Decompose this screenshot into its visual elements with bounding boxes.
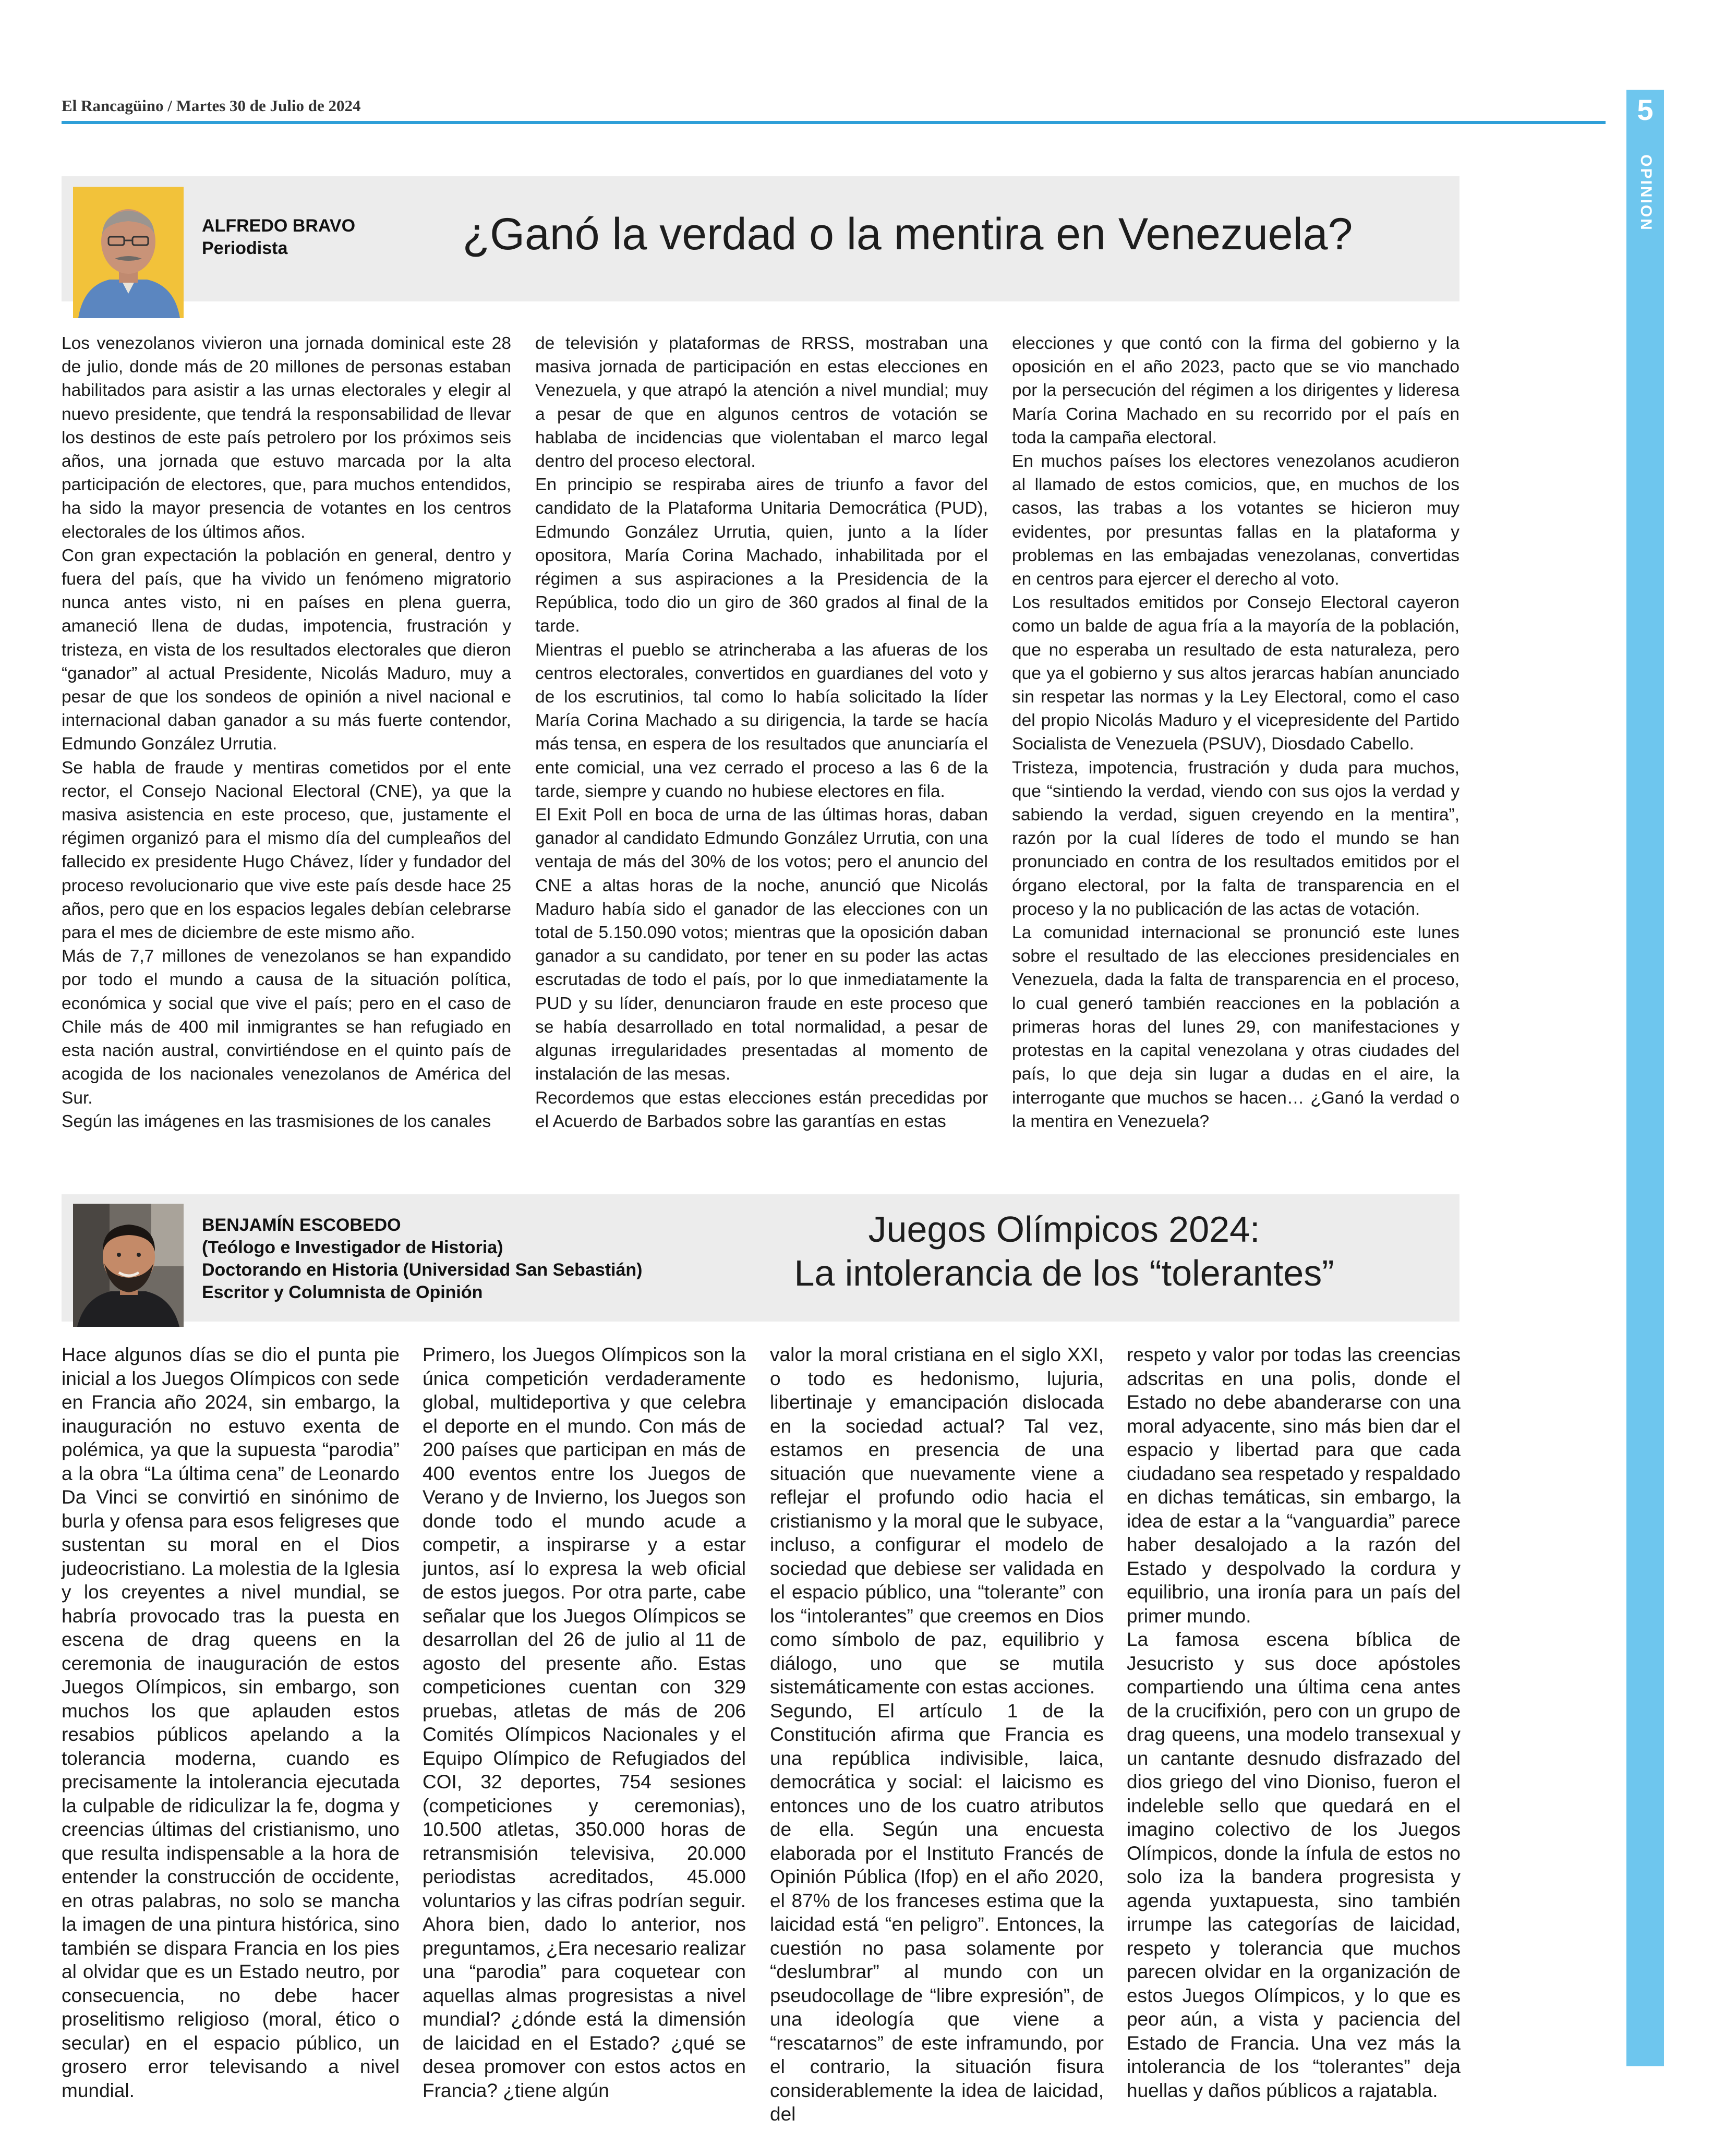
issue-date: Martes 30 de Julio de 2024 [176,96,361,115]
article1-column-1 [62,332,511,1133]
paragraph: respeto y valor por todas las creencias adscritas en una polis, donde el Estado no debe abanderarse con una moral adyacente, sino más bien dar el espacio y libertad para que cada ciudadano sea respetado y respaldado en dichas temáticas, sin embargo, la idea de estar a la “vanguardia” parece haber desalojado a la razón del Estado y despolvado la cordura y equilibrio, una ironía para un país del primer mundo. [1127,1344,1461,1627]
paragraph: valor la moral cristiana en el siglo XXI, o todo es hedonismo, lujuria, libertinaje y emancipación dislocada en la sociedad actual? Tal vez, estamos en presencia de una situación que nuevamente viene a reflejar el profundo odio hacia el cristianismo y la moral que le subyace, incluso, a configurar el modelo de sociedad que debiese ser validada en el espacio público, una “tolerante” con los “intolerantes” que creemos en Dios como símbolo de paz, equilibrio y diálogo, uno que se mutila sistemáticamente con estas acciones. [770,1344,1104,1698]
paragraph: En principio se respiraba aires de triunfo a favor del candidato de la Plataforma Unitaria Democrática (PUD), Edmundo González Urrutia, quien, junto a la líder opositora, María Corina Machado, inhabilitada por el régimen a sus aspiraciones a la Presidencia de la República, todo dio un giro de 360 grados al final de la tarde. [535,475,988,636]
paragraph: Con gran expectación la población en general, dentro y fuera del país, que ha vivido un fenómeno migratorio nunca antes visto, ni en países en plena guerra, amaneció llena de dudas, impotencia, frustración y tristeza, en vista de los resultados electorales que dieron “ganador” al actual Presidente, Nicolás Maduro, muy a pesar de que los sondeos de opinión a nivel nacional e internacional daban ganador a su más fuerte contendor, Edmundo González Urrutia. [62,546,511,754]
author-role: Periodista [202,238,288,258]
author-name: ALFREDO BRAVO [202,216,356,236]
author-portrait-icon [73,187,184,318]
author-photo-benjamin [73,1204,184,1327]
article2-column-3 [770,1343,1104,2126]
article1-byline [202,215,355,260]
article2-title [678,1207,1450,1295]
paragraph: Se habla de fraude y mentiras cometidos por el ente rector, el Consejo Nacional Electoral (CNE), ya que la masiva asistencia en este proceso, que, justamente el régimen organizó para el mismo día del cumpleaños del fallecido ex presidente Hugo Chávez, líder y fundador del proceso revolucionario que vive este país desde hace 25 años, pero que en los espacios legales debían celebrarse para el mes de diciembre de este mismo año. [62,758,511,943]
author-credential: (Teólogo e Investigador de Historia) [202,1238,503,1257]
paragraph: Segundo, El artículo 1 de la Constitución afirma que Francia es una república indivisible, laica, democrática y social: el laicismo es entonces uno de los cuatro atributos de ella. Según una encuesta elaborada por el Instituto Francés de Opinión Pública (Ifop) en el año 2020, el 87% de los franceses estima que la laicidad está “en peligro”. Entonces, la cuestión no pasa solamente por “deslumbrar” al mundo con un pseudocollage de “libre expresión”, de una ideología que viene a “rescatarnos” de este inframundo, por el contrario, la situación fisura considerablemente la idea de laicidad, del [770,1700,1104,2125]
paragraph: Los venezolanos vivieron una jornada dominical este 28 de julio, donde más de 20 millones de personas estaban habilitados para asistir a las urnas electorales y elegir al nuevo presidente, que tendrá la responsabilidad de llevar los destinos de este país petrolero por los próximos seis años, una jornada que estuvo marcada por la alta participación de electores, que, para muchos entendidos, ha sido la mayor presencia de votantes en los centros electorales de los últimos años. [62,334,511,542]
article2-title-line2: La intolerancia de los “tolerantes” [794,1253,1334,1293]
article1-title: ¿Ganó la verdad o la mentira en Venezuela? [462,209,1353,259]
paragraph: Mientras el pueblo se atrincheraba a las afueras de los centros electorales, convertidos en guardianes del voto y de los escrutinios, tal como lo había solicitado la líder María Corina Machado a su dirigencia, la tarde se hacía más tensa, en espera de los resultados que anunciaría el ente comicial, una vez cerrado el proceso a las 6 de la tarde, siempre y cuando no hubiese electores en fila. [535,640,988,801]
paragraph: El Exit Poll en boca de urna de las últimas horas, daban ganador al candidato Edmundo González Urrutia, con una ventaja de más del 30% de los votos; pero el anuncio del CNE a altas horas de la noche, anunció que Nicolás Maduro había sido el ganador de las elecciones con un total de 5.150.090 votos; mientras que la oposición daban ganador a su candidato, por tener en su poder las actas escrutadas de todo el país, por lo que inmediatamente la PUD y su líder, denunciaron fraude en este proceso que se había desarrollado en total normalidad, a pesar de algunas irregularidades presentadas al momento de instalación de las mesas. [535,805,988,1084]
article2-column-1 [62,1343,400,2102]
author-portrait-icon [73,1204,184,1327]
paragraph: Según las imágenes en las trasmisiones de los canales [62,1111,491,1131]
paragraph: Tristeza, impotencia, frustración y duda para muchos, que “sintiendo la verdad, viendo con sus ojos la verdad y sabiendo la verdad, siguen creyendo en la mentira”, razón por la cual líderes de todo el mundo se han pronunciado en contra de los resultados emitidos por el órgano electoral, por la falta de transparencia en el proceso y la no publicación de las actas de votación. [1012,758,1459,919]
article2-column-2 [423,1343,746,2102]
paragraph: Los resultados emitidos por Consejo Electoral cayeron como un balde de agua fría a la mayoría de la población, que no esperaba un resultado de esta naturaleza, pero que ya el gobierno y sus altos jerarcas habían anunciado sin respetar las normas y la Ley Electoral, como el caso del propio Nicolás Maduro y el vicepresidente del Partido Socialista de Venezuela (PSUV), Diosdado Cabello. [1012,593,1459,754]
author-credential: Escritor y Columnista de Opinión [202,1282,483,1302]
article2-title-line1: Juegos Olímpicos 2024: [868,1209,1260,1250]
paragraph: elecciones y que contó con la firma del gobierno y la oposición en el año 2023, pacto que se vio manchado por la persecución del régimen a los dirigentes y lideresa María Corina Machado en su recorrido por el país en toda la campaña electoral. [1012,334,1459,447]
newspaper-name: El Rancagüino / [62,96,172,115]
author-credential: Doctorando en Historia (Universidad San Sebastián) [202,1260,643,1280]
paragraph: Hace algunos días se dio el punta pie inicial a los Juegos Olímpicos con sede en Francia año 2024, sin embargo, la inauguración no estuvo exenta de polémica, ya que la supuesta “parodia” a la obra “La última cena” de Leonardo Da Vinci se convirtió en sinónimo de burla y ofensa para esos feligreses que sustentan su moral en el Dios judeocristiano. La molestia de la Iglesia y los creyentes a nivel mundial, se habría provocado tras la puesta en escena de drag queens en la ceremonia de inauguración de estos Juegos Olímpicos, sin embargo, son muchos los que aplauden estos resabios públicos apelando a la tolerancia moderna, cuando es precisamente la intolerancia ejecutada la culpable de ridiculizar la fe, dogma y creencias últimas del cristianismo, uno que resulta indispensable a la hora de entender la construcción de occidente, en otras palabras, no solo se mancha la imagen de una pintura histórica, sino también se dispara Francia en los pies al olvidar que es un Estado neutro, por consecuencia, no debe hacer proselitismo religioso (moral, ético o secular) en el espacio público, un grosero error televisando a nivel mundial. [62,1344,400,2101]
section-label: OPINION [1637,154,1655,232]
paragraph: La famosa escena bíblica de Jesucristo y sus doce apóstoles compartiendo una última cena antes de la crucifixión, pero con un grupo de drag queens, una modelo transexual y un cantante desnudo disfrazado del dios griego del vino Dioniso, fueron el indeleble sello que quedará en el imagino colectivo de los Juegos Olímpicos, donde la ínfula de estos no solo iza la bandera progresista y agenda yuxtapuesta, sino también irrumpe las categorías de laicidad, respeto y tolerancia que muchos parecen olvidar en la organización de estos Juegos Olímpicos, y lo que es peor aún, a vista y paciencia del Estado de Francia. Una vez más la intolerancia de los “tolerantes” deja huellas y daños públicos a rajatabla. [1127,1629,1461,2101]
author-photo-alfredo [73,187,184,318]
paragraph: En muchos países los electores venezolanos acudieron al llamado de estos comicios, que, en muchos de los casos, las trabas a los votantes se hicieron muy evidentes, por presuntas fallas en la plataforma y problemas en las embajadas venezolanas, convertidas en centros para ejercer el derecho al voto. [1012,452,1459,589]
header-rule [62,121,1606,124]
page-header [62,96,361,115]
article2-column-4 [1127,1343,1461,2102]
paragraph: de televisión y plataformas de RRSS, mostraban una masiva jornada de participación en estas elecciones en Venezuela, y que atrapó la atención a nivel mundial; muy a pesar de que en algunos centros de votación se hablaba de incidencias que violentaban el marco legal dentro del proceso electoral. [535,334,988,471]
paragraph: Primero, los Juegos Olímpicos son la única competición verdaderamente global, multideportiva y que celebra el deporte en el mundo. Con más de 200 países que participan en más de 400 eventos entre los Juegos de Verano y de Invierno, los Juegos son donde todo el mundo acude a competir, a inspirarse y a estar juntos, así lo expresa la web oficial de estos juegos. Por otra parte, cabe señalar que los Juegos Olímpicos se desarrollan del 26 de julio al 11 de agosto del presente año. Estas competiciones cuentan con 329 pruebas, atletas de más de 206 Comités Olímpicos Nacionales y el Equipo Olímpico de Refugiados del COI, 32 deportes, 754 sesiones (competiciones y ceremonias), 10.500 atletas, 350.000 horas de retransmisión televisiva, 20.000 periodistas acreditados, 45.000 voluntarios y las cifras podrían seguir. Ahora bien, dado lo anterior, nos preguntamos, ¿Era necesario realizar una “parodia” para coquetear con aquellas almas progresistas a nivel mundial? ¿dónde está la dimensión de laicidad en el Estado? ¿qué se desea promover con estos actos en Francia? ¿tiene algún [423,1344,746,2101]
paragraph: Más de 7,7 millones de venezolanos se han expandido por todo el mundo a causa de la situación política, económica y social que vive el país; pero en el caso de Chile más de 400 mil inmigrantes se han refugiado en esta nación austral, convirtiéndose en el quinto país de acogida de los nacionales venezolanos de América del Sur. [62,947,511,1108]
paragraph: Recordemos que estas elecciones están precedidas por el Acuerdo de Barbados sobre las garantías en estas [535,1088,988,1131]
paragraph: La comunidad internacional se pronunció este lunes sobre el resultado de las elecciones presidenciales en Venezuela, dada la falta de transparencia en el proceso, lo cual generó también reacciones en la población a primeras horas del lunes 29, con manifestaciones y protestas en la capital venezolana y otras ciudades del país, lo que deja sin lugar a dudas en el aire, la interrogante que muchos se hacen… ¿Ganó la verdad o la mentira en Venezuela? [1012,923,1459,1131]
page-number: 5 [1637,93,1654,126]
article2-byline [202,1214,643,1304]
article1-column-2 [535,332,988,1133]
section-sidebar [1626,90,1664,2066]
article1-column-3 [1012,332,1459,1133]
author-name: BENJAMÍN ESCOBEDO [202,1215,401,1235]
section-label-wrap [1630,143,1661,243]
